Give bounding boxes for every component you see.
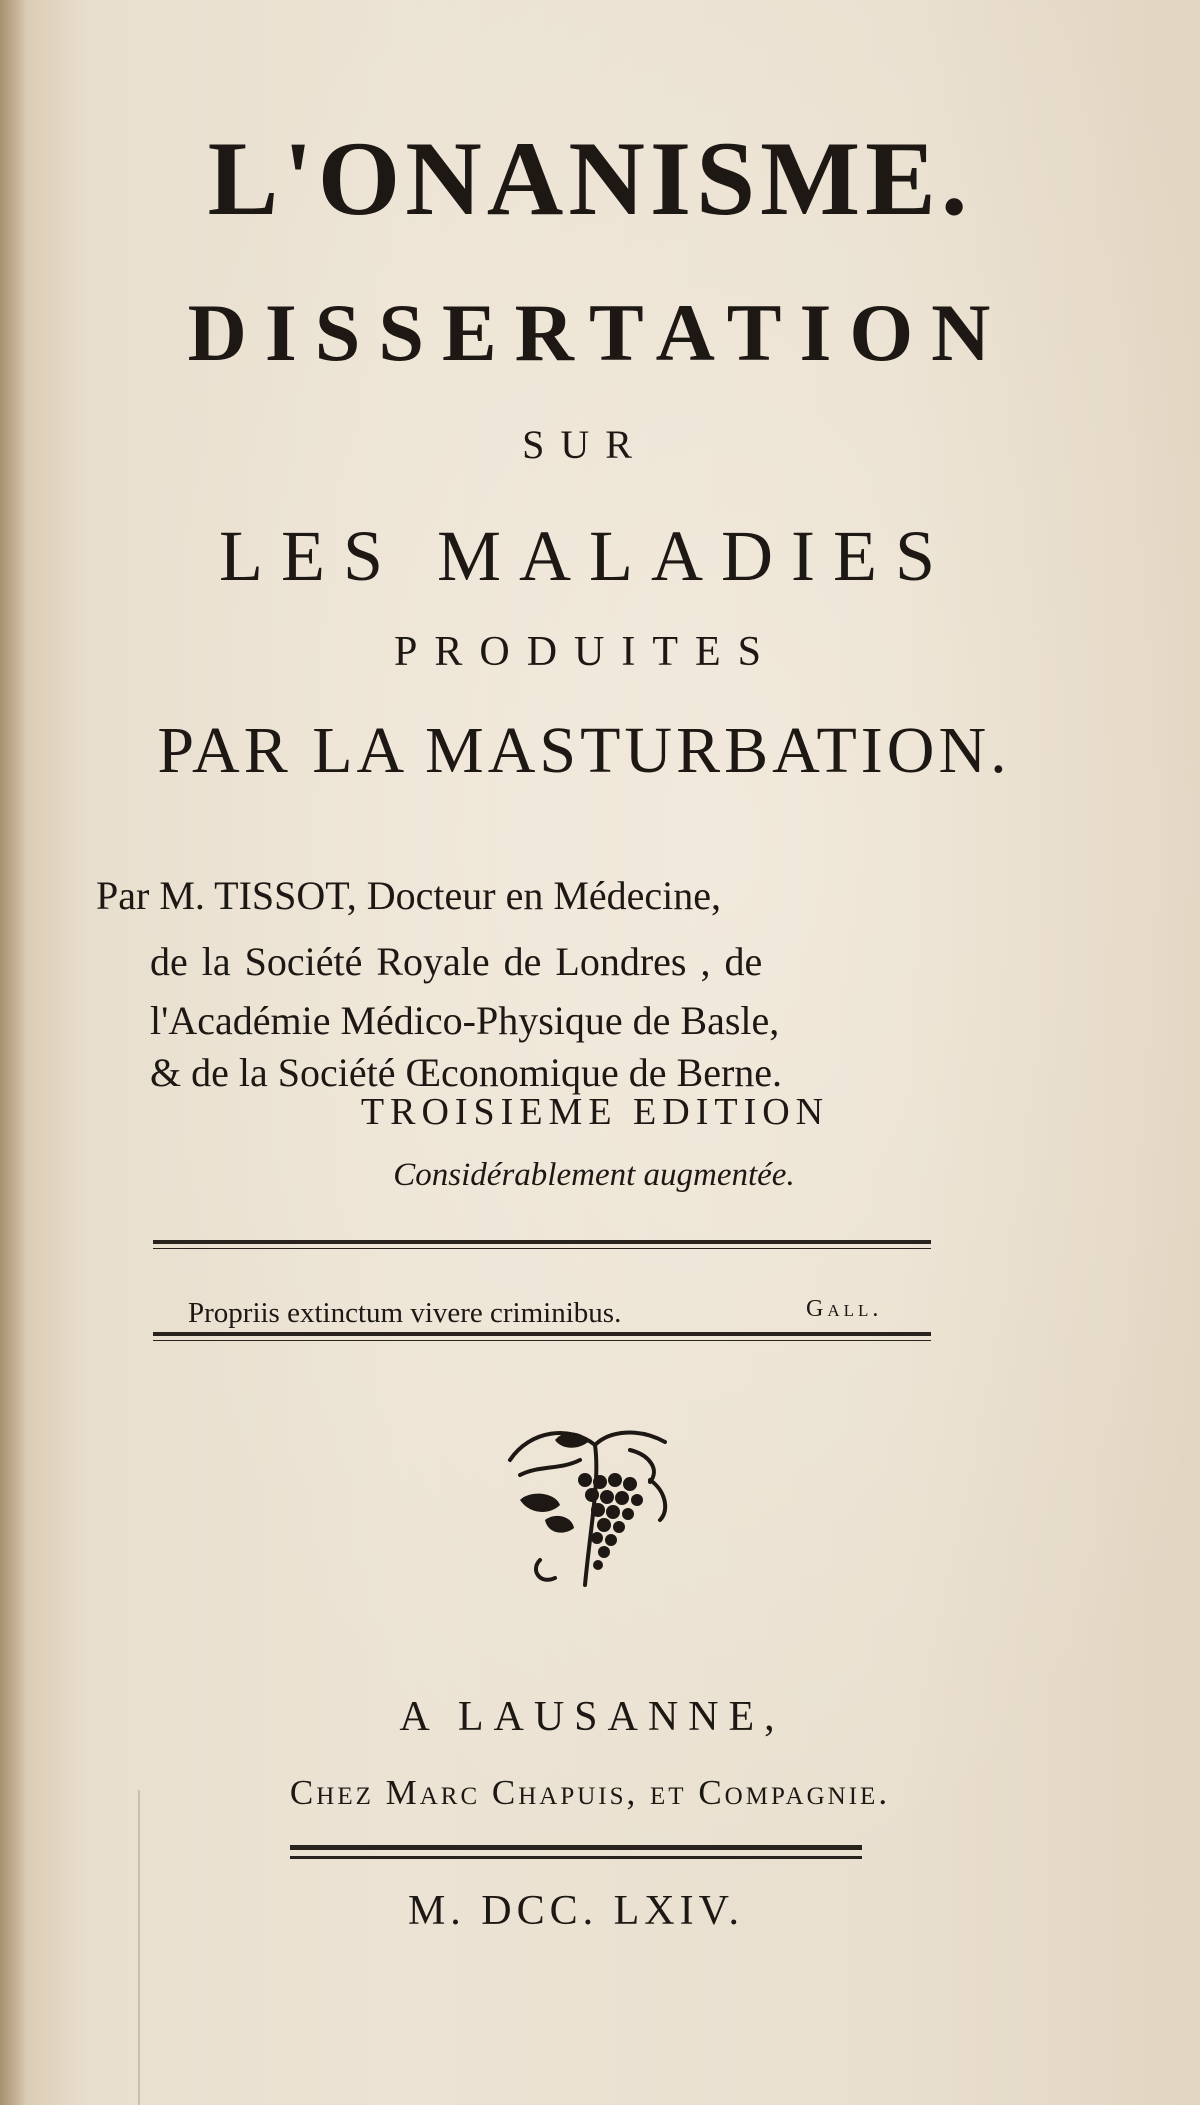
title-line-les-maladies: LES MALADIES (219, 516, 953, 596)
author-line-1: Par M. TISSOT, Docteur en Médecine, (96, 873, 722, 918)
imprint-date: M. DCC. LXIV. (407, 1888, 745, 1934)
edition-statement: TROISIEME EDITION (360, 1091, 830, 1133)
imprint-place: A LAUSANNE, (399, 1694, 785, 1740)
epigraph-rule-top (153, 1240, 931, 1244)
epigraph-rule-bottom (153, 1332, 931, 1336)
augmentation-note: Considérablement augmentée. (393, 1157, 795, 1193)
author-line-2: de la Société Royale de Londres , de (150, 939, 763, 984)
imprint-rule (290, 1845, 862, 1850)
title-line-masturbation: PAR LA MASTURBATION. (157, 714, 1011, 787)
page-fold (138, 1790, 140, 2105)
epigraph: Propriis extinctum vivere criminibus. (188, 1297, 622, 1329)
title-line-onanisme: L'ONANISME. (207, 120, 973, 237)
epigraph-source: Gall. (806, 1296, 883, 1322)
imprint-printer: Chez Marc Chapuis, et Compagnie. (289, 1773, 891, 1812)
author-line-4: & de la Société Œconomique de Berne. (150, 1050, 783, 1095)
grape-vine-icon (500, 1420, 680, 1595)
author-line-3: l'Académie Médico-Physique de Basle, (150, 998, 780, 1043)
title-line-dissertation: DISSERTATION (187, 287, 1009, 378)
title-line-sur: SUR (522, 422, 648, 467)
title-line-produites: PRODUITES (393, 629, 779, 675)
